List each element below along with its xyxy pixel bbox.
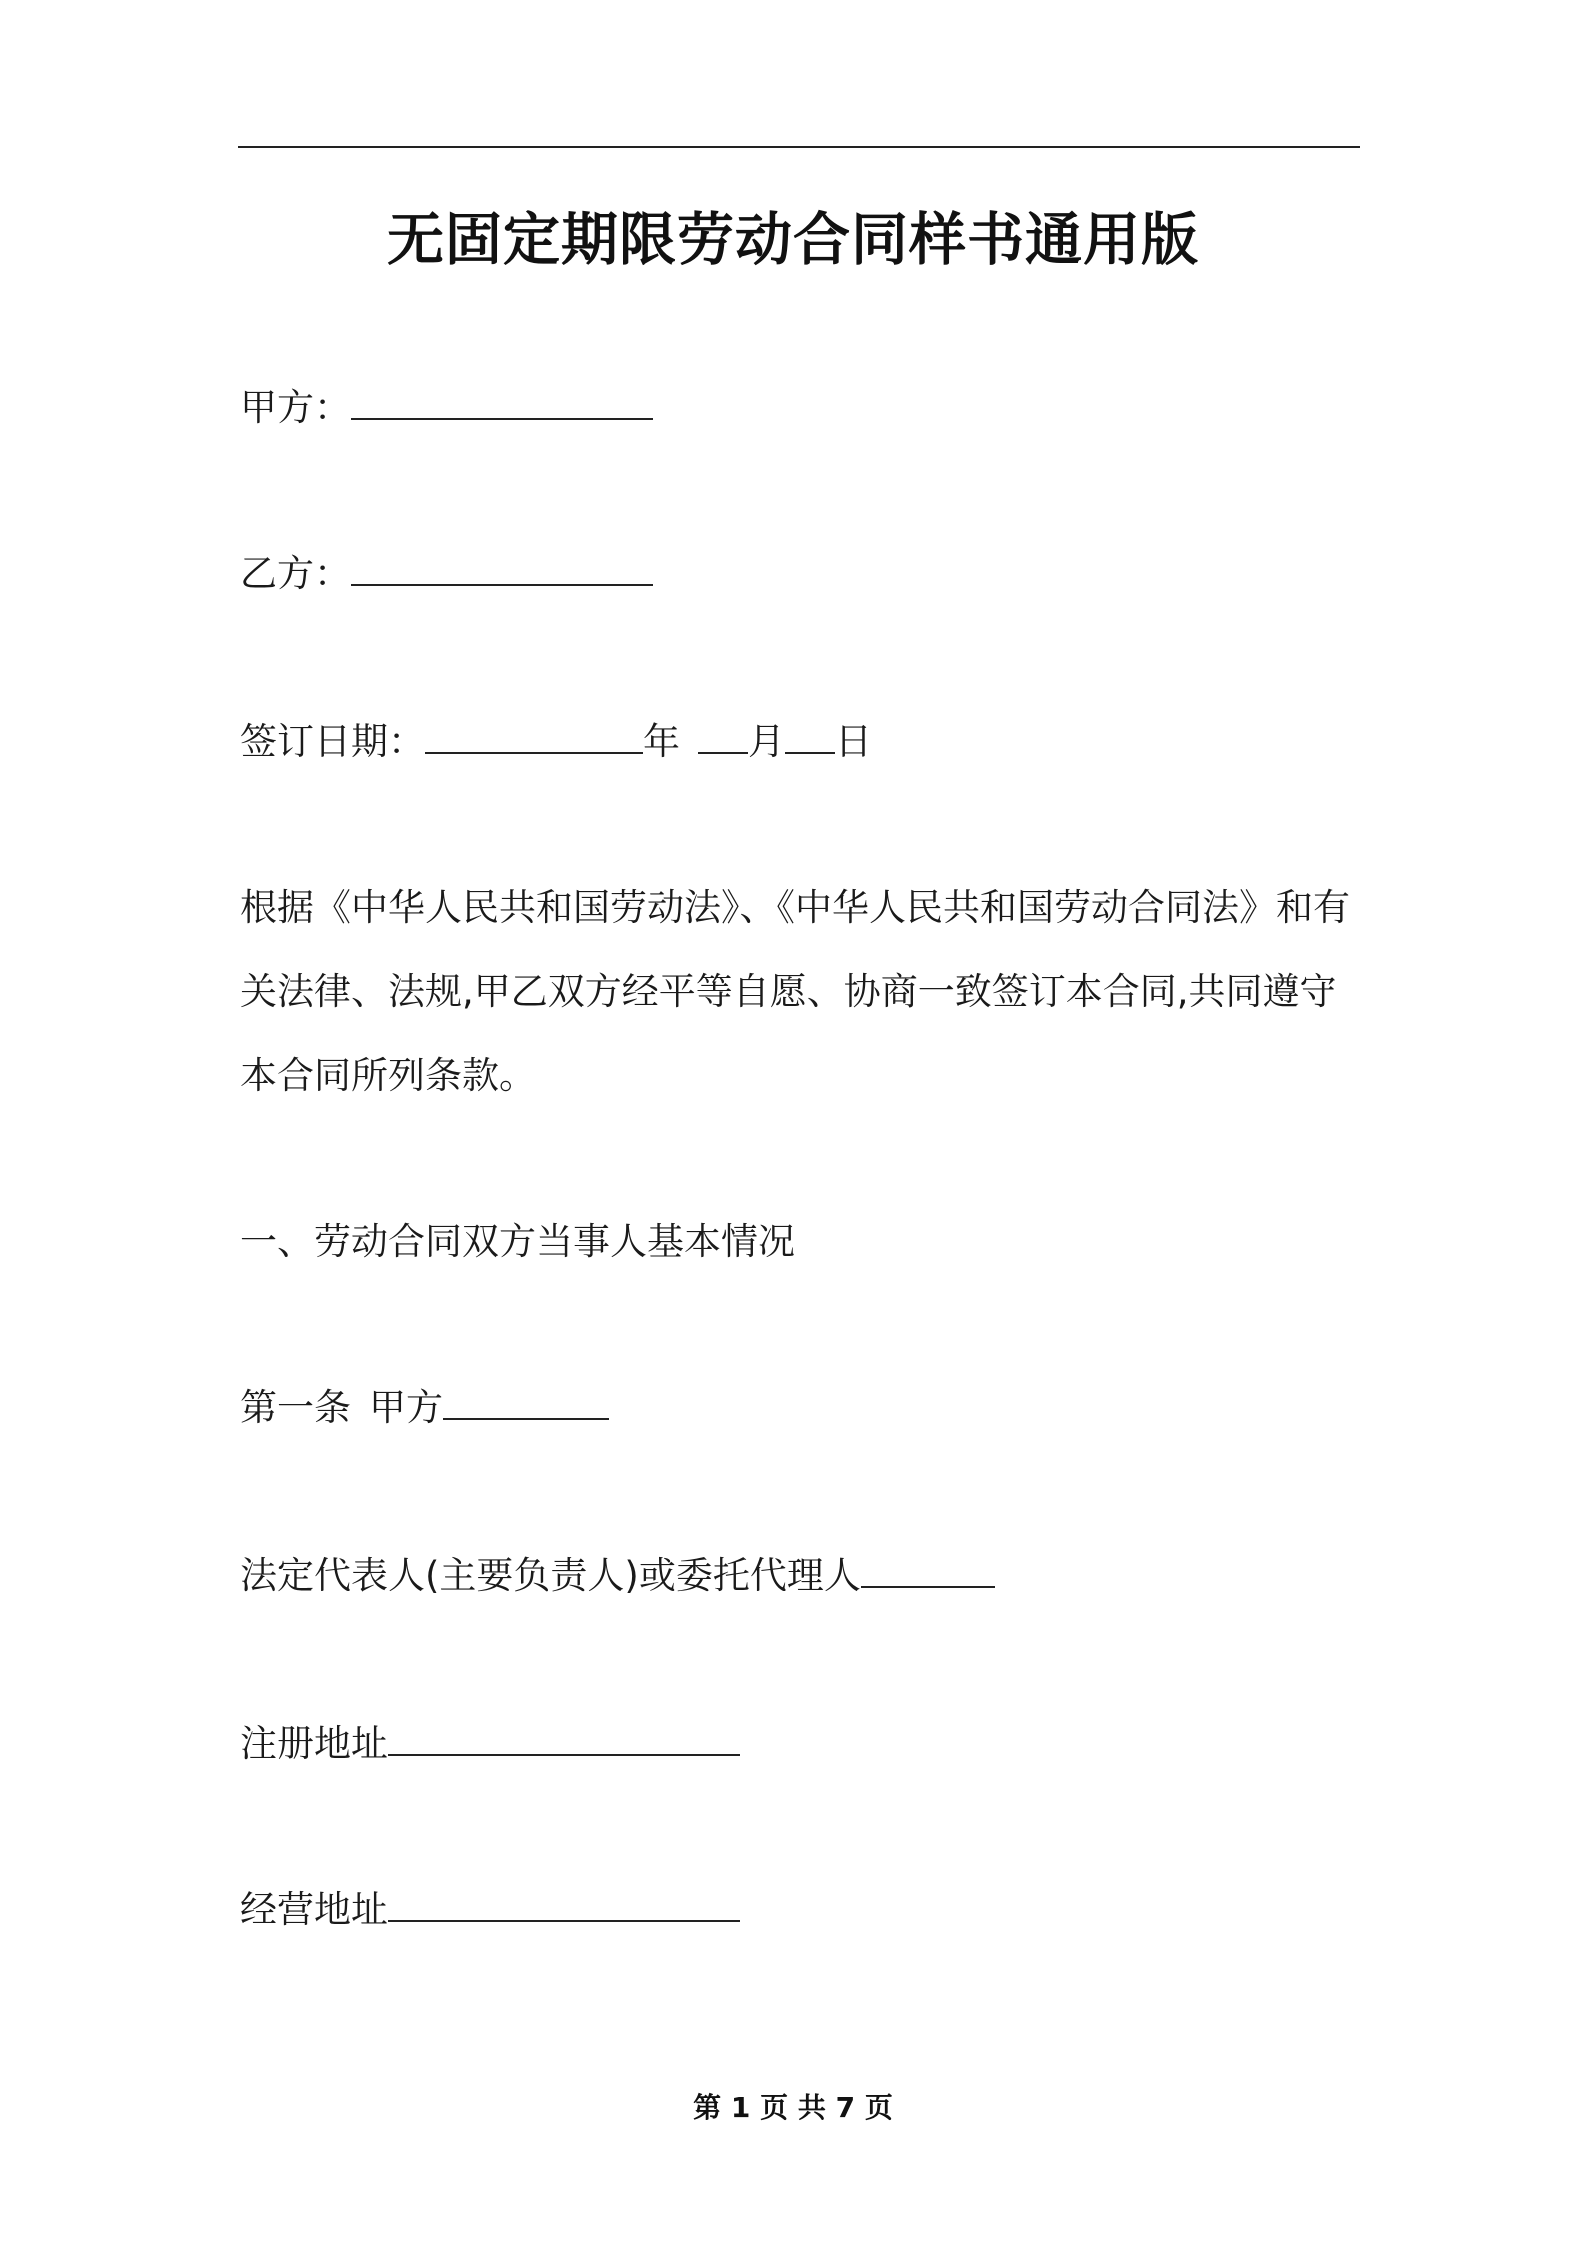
article-1-party-blank[interactable] (443, 1382, 609, 1420)
preamble-paragraph (240, 866, 1365, 1118)
party-b-label: 乙方： (240, 552, 351, 595)
registered-address-label: 注册地址 (240, 1722, 388, 1765)
sign-month-unit: 月 (748, 720, 785, 763)
legal-rep-line (240, 1550, 995, 1602)
registered-address-blank[interactable] (388, 1718, 740, 1756)
preamble-line-1: 根据《中华人民共和国劳动法》、《中华人民共和国劳动合同法》和有 (240, 886, 1350, 929)
party-a-blank[interactable] (351, 382, 653, 420)
preamble-line-2: 关法律、法规,甲乙双方经平等自愿、协商一致签订本合同,共同遵守 (240, 970, 1337, 1013)
page-number: 第 1 页 共 7 页 (693, 2091, 893, 2124)
article-1-party: 甲方 (369, 1386, 443, 1429)
section-1-heading: 一、劳动合同双方当事人基本情况 (240, 1220, 795, 1263)
registered-address-line (240, 1718, 740, 1770)
sign-year-unit: 年 (643, 720, 680, 763)
article-1-label: 第一条 (240, 1386, 351, 1429)
sign-year-blank[interactable] (425, 716, 643, 754)
document-title: 无固定期限劳动合同样书通用版 (387, 207, 1199, 273)
party-b-line (240, 548, 653, 600)
header-rule (238, 146, 1360, 148)
sign-date-line (240, 716, 872, 768)
preamble-line-3: 本合同所列条款。 (240, 1054, 536, 1097)
party-a-line (240, 382, 653, 434)
legal-rep-blank[interactable] (861, 1550, 995, 1588)
sign-date-label: 签订日期： (240, 720, 425, 763)
legal-rep-label: 法定代表人(主要负责人)或委托代理人 (240, 1554, 861, 1597)
sign-month-blank[interactable] (698, 716, 748, 754)
business-address-blank[interactable] (388, 1884, 740, 1922)
sign-day-unit: 日 (835, 720, 872, 763)
article-1-line (240, 1382, 609, 1434)
business-address-label: 经营地址 (240, 1888, 388, 1931)
sign-day-blank[interactable] (785, 716, 835, 754)
party-a-label: 甲方： (240, 386, 351, 429)
party-b-blank[interactable] (351, 548, 653, 586)
business-address-line (240, 1884, 740, 1936)
